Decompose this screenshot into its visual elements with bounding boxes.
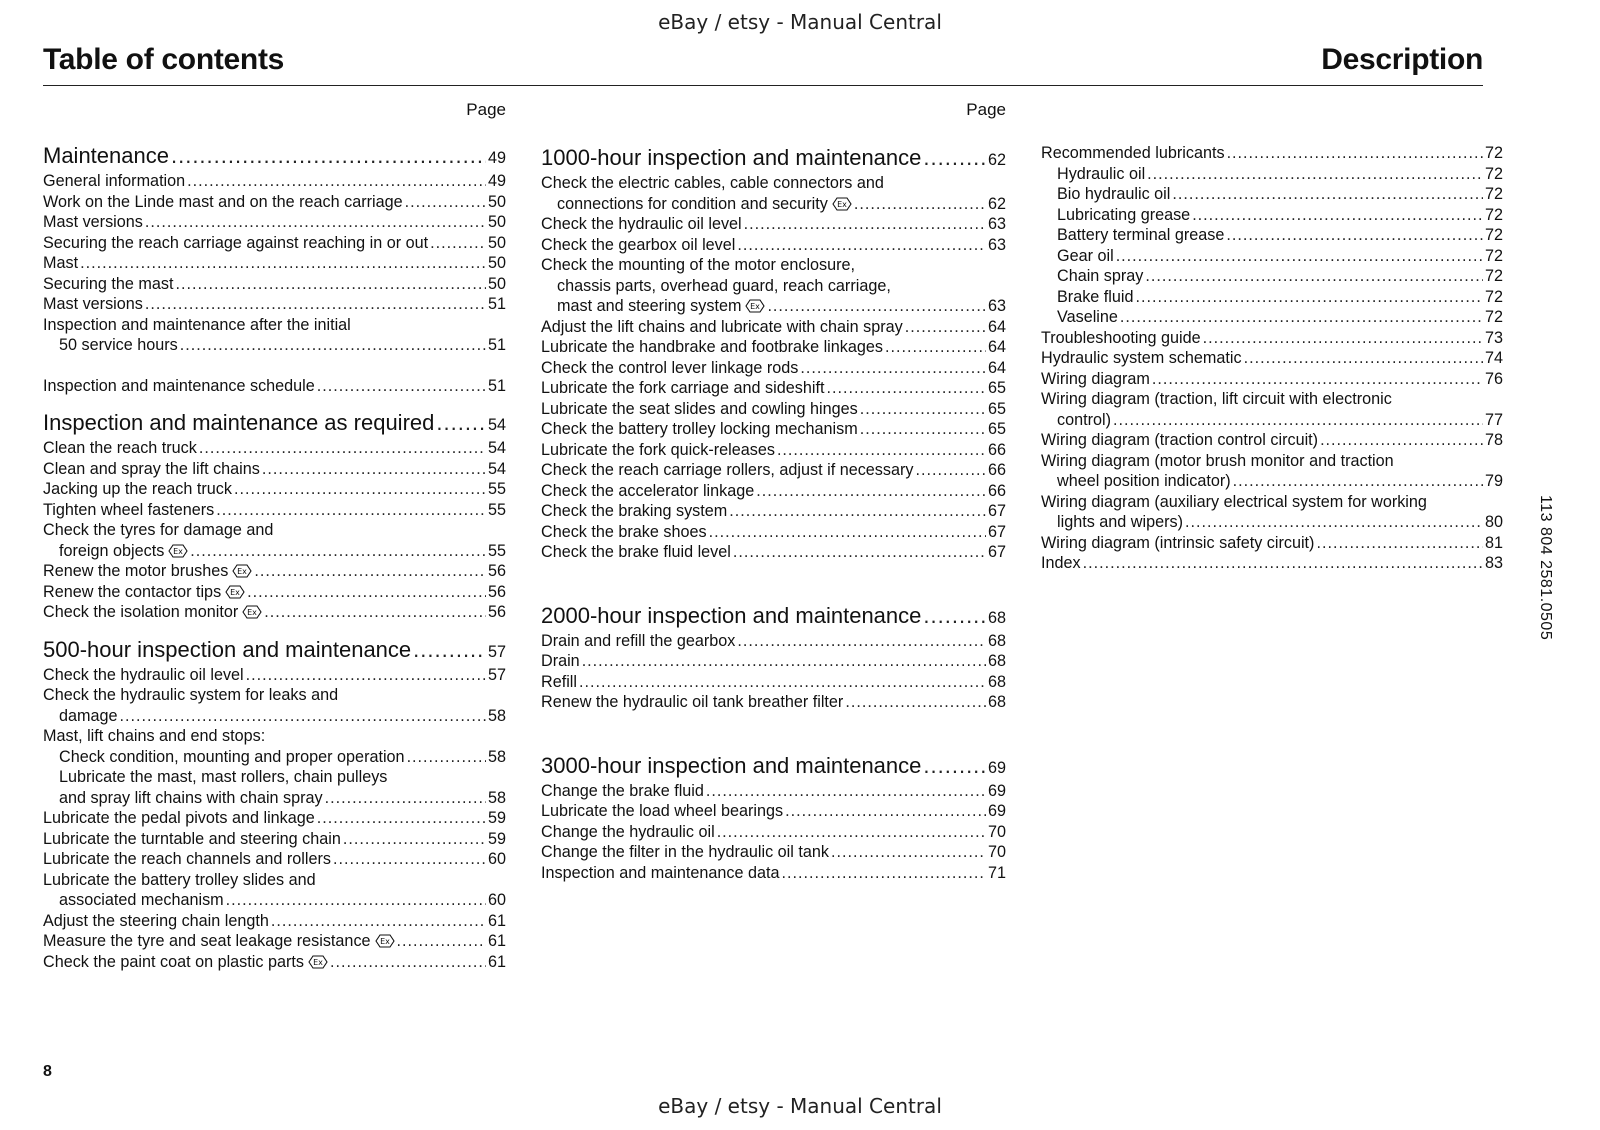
toc-column-3	[1041, 143, 1503, 574]
toc-entry[interactable]: Chain spray ..... 72	[1041, 266, 1503, 287]
toc-entry[interactable]: Refill ..... 68	[541, 672, 1006, 693]
toc-entry[interactable]: Check the brake fluid level ..... 67	[541, 542, 1006, 563]
toc-entry-line[interactable]: Wiring diagram (auxiliary electrical system for working	[1041, 492, 1427, 511]
ex-protection-icon	[225, 585, 245, 599]
toc-entry-line[interactable]: Check the hydraulic system for leaks and	[43, 686, 339, 704]
toc-entry[interactable]: Adjust the steering chain length ..... 61	[43, 911, 506, 932]
toc-entry-line[interactable]: Wiring diagram (motor brush monitor and traction	[1041, 451, 1394, 470]
toc-entry[interactable]: Lubricate the load wheel bearings ..... 69	[541, 801, 1006, 822]
toc-entry[interactable]: Mast ..... 50	[43, 253, 506, 274]
watermark-top: eBay / etsy - Manual Central	[658, 10, 942, 34]
page-column-label: Page	[466, 100, 506, 119]
toc-entry[interactable]: Check the isolation monitor ..... 56	[43, 602, 506, 623]
toc-entry[interactable]: and spray lift chains with chain spray ..... 58	[43, 788, 506, 809]
ex-protection-icon	[242, 605, 262, 619]
toc-entry[interactable]: Drain and refill the gearbox ..... 68	[541, 631, 1006, 652]
toc-entry[interactable]: Adjust the lift chains and lubricate with chain spray ..... 64	[541, 317, 1006, 338]
toc-section-3000-hour[interactable]: 3000-hour inspection and maintenance ..... 69	[541, 753, 1006, 781]
toc-entry[interactable]: Change the brake fluid ..... 69	[541, 781, 1006, 802]
toc-entry-line[interactable]: Wiring diagram (traction, lift circuit with electronic	[1041, 390, 1392, 408]
toc-entry[interactable]: Vaseline ..... 72	[1041, 307, 1503, 328]
toc-entry[interactable]: Work on the Linde mast and on the reach carriage ..... 50	[43, 192, 506, 213]
header-rule	[43, 85, 1483, 86]
toc-entry[interactable]: Change the hydraulic oil ..... 70	[541, 822, 1006, 843]
ex-protection-icon	[832, 197, 852, 211]
toc-entry[interactable]: Wiring diagram (traction control circuit) ..... 78	[1041, 430, 1503, 451]
toc-section-500-hour[interactable]: 500-hour inspection and maintenance ..... 57	[43, 637, 506, 665]
toc-entry[interactable]: lights and wipers) ..... 80	[1041, 512, 1503, 533]
toc-entry[interactable]: associated mechanism ..... 60	[43, 890, 506, 911]
toc-entry[interactable]: Check the reach carriage rollers, adjust if necessary ..... 66	[541, 460, 1006, 481]
toc-entry[interactable]: Mast versions ..... 51	[43, 294, 506, 315]
toc-entry[interactable]: Tighten wheel fasteners ..... 55	[43, 500, 506, 521]
toc-entry[interactable]: 50 service hours ..... 51	[43, 335, 506, 356]
toc-entry-line[interactable]: Mast, lift chains and end stops:	[43, 727, 266, 745]
toc-entry[interactable]: Check the accelerator linkage ..... 66	[541, 481, 1006, 502]
toc-entry[interactable]: Jacking up the reach truck ..... 55	[43, 479, 506, 500]
toc-section-maintenance[interactable]: Maintenance ..... 49	[43, 143, 506, 171]
ex-protection-icon	[168, 544, 188, 558]
toc-entry[interactable]: connections for condition and security ..... 62	[541, 194, 1006, 215]
toc-entry[interactable]: Hydraulic system schematic ..... 74	[1041, 348, 1503, 369]
toc-entry[interactable]: Check the battery trolley locking mechanism ..... 65	[541, 419, 1006, 440]
toc-entry[interactable]: Change the filter in the hydraulic oil tank ..... 70	[541, 842, 1006, 863]
toc-entry-line[interactable]: Check the tyres for damage and	[43, 521, 274, 539]
toc-entry[interactable]: Index ..... 83	[1041, 553, 1503, 574]
toc-entry[interactable]: Measure the tyre and seat leakage resistance ..... 61	[43, 931, 506, 952]
toc-column-1	[43, 143, 506, 972]
toc-entry[interactable]: Clean and spray the lift chains ..... 54	[43, 459, 506, 480]
toc-entry[interactable]: Renew the motor brushes ..... 56	[43, 561, 506, 582]
toc-entry[interactable]: Wiring diagram (intrinsic safety circuit) ..... 81	[1041, 533, 1503, 554]
watermark-bottom: eBay / etsy - Manual Central	[658, 1094, 942, 1118]
page-column-label: Page	[966, 100, 1006, 119]
toc-entry-line[interactable]: Lubricate the battery trolley slides and	[43, 870, 316, 889]
toc-entry[interactable]: General information ..... 49	[43, 171, 506, 192]
toc-entry[interactable]: Battery terminal grease ..... 72	[1041, 225, 1503, 246]
toc-entry[interactable]: Brake fluid ..... 72	[1041, 287, 1503, 308]
toc-entry[interactable]: Lubricate the handbrake and footbrake linkages ..... 64	[541, 337, 1006, 358]
ex-protection-icon	[308, 955, 328, 969]
toc-entry[interactable]: Renew the hydraulic oil tank breather filter ..... 68	[541, 692, 1006, 713]
document-code: 113 804 2581.0505	[1537, 495, 1554, 641]
toc-entry[interactable]: control) ..... 77	[1041, 410, 1503, 431]
toc-entry[interactable]: Renew the contactor tips ..... 56	[43, 582, 506, 603]
toc-entry[interactable]: Check the hydraulic oil level ..... 63	[541, 214, 1006, 235]
toc-entry-line[interactable]: Check the mounting of the motor enclosure,	[541, 256, 856, 274]
toc-entry[interactable]: Check the control lever linkage rods ..... 64	[541, 358, 1006, 379]
ex-protection-icon	[375, 934, 395, 948]
toc-entry[interactable]: Check the hydraulic oil level ..... 57	[43, 665, 506, 686]
toc-entry[interactable]: Gear oil ..... 72	[1041, 246, 1503, 267]
page-title: Table of contents	[43, 43, 285, 76]
toc-entry[interactable]: Lubricate the seat slides and cowling hinges ..... 65	[541, 399, 1006, 420]
section-title: Description	[1321, 43, 1483, 76]
ex-protection-icon	[232, 564, 252, 578]
toc-entry[interactable]: Check the braking system ..... 67	[541, 501, 1006, 522]
toc-entry[interactable]: Check the paint coat on plastic parts ..... 61	[43, 952, 506, 973]
ex-protection-icon	[745, 299, 765, 313]
page-number: 8	[43, 1063, 52, 1080]
toc-entry-line[interactable]: Inspection and maintenance after the initial	[43, 315, 351, 334]
toc-entry[interactable]: Securing the mast ..... 50	[43, 274, 506, 295]
toc-entry[interactable]: damage ..... 58	[43, 706, 506, 727]
toc-entry[interactable]: Check the gearbox oil level ..... 63	[541, 235, 1006, 256]
toc-section-as-required[interactable]: Inspection and maintenance as required ..... 54	[43, 410, 506, 438]
toc-entry[interactable]: Lubricate the reach channels and rollers ..... 60	[43, 849, 506, 870]
toc-column-2	[541, 145, 1006, 883]
toc-entry-line[interactable]: Lubricate the mast, mast rollers, chain pulleys	[59, 768, 388, 786]
toc-entry[interactable]: Lubricate the fork quick-releases ..... 66	[541, 440, 1006, 461]
toc-entry[interactable]: Check condition, mounting and proper operation ..... 58	[43, 747, 506, 768]
toc-entry[interactable]: wheel position indicator) ..... 79	[1041, 471, 1503, 492]
toc-entry[interactable]: Check the brake shoes ..... 67	[541, 522, 1006, 543]
toc-entry[interactable]: foreign objects ..... 55	[43, 541, 506, 562]
toc-entry[interactable]: Clean the reach truck ..... 54	[43, 438, 506, 459]
toc-entry[interactable]: Drain ..... 68	[541, 651, 1006, 672]
toc-entry[interactable]: Lubricate the fork carriage and sideshift ..... 65	[541, 378, 1006, 399]
toc-section-2000-hour[interactable]: 2000-hour inspection and maintenance ..... 68	[541, 603, 1006, 631]
toc-entry[interactable]: Troubleshooting guide ..... 73	[1041, 328, 1503, 349]
toc-entry[interactable]: Hydraulic oil ..... 72	[1041, 164, 1503, 185]
toc-entry[interactable]: Inspection and maintenance schedule ..... 51	[43, 376, 506, 397]
toc-entry[interactable]: Lubricate the turntable and steering chain ..... 59	[43, 829, 506, 850]
toc-entry[interactable]: Wiring diagram ..... 76	[1041, 369, 1503, 390]
toc-entry[interactable]: Securing the reach carriage against reaching in or out ..... 50	[43, 233, 506, 254]
toc-entry[interactable]: Inspection and maintenance data ..... 71	[541, 863, 1006, 884]
toc-entry[interactable]: Lubricate the pedal pivots and linkage ..... 59	[43, 808, 506, 829]
toc-entry[interactable]: Mast versions ..... 50	[43, 212, 506, 233]
toc-entry-line[interactable]: Check the electric cables, cable connectors and	[541, 174, 884, 192]
toc-entry[interactable]: mast and steering system ..... 63	[541, 296, 1006, 317]
toc-entry[interactable]: Recommended lubricants ..... 72	[1041, 143, 1503, 164]
toc-entry[interactable]: Lubricating grease ..... 72	[1041, 205, 1503, 226]
toc-entry[interactable]: Bio hydraulic oil ..... 72	[1041, 184, 1503, 205]
toc-entry-line[interactable]: chassis parts, overhead guard, reach carriage,	[557, 276, 891, 295]
toc-section-1000-hour[interactable]: 1000-hour inspection and maintenance ..... 62	[541, 145, 1006, 173]
